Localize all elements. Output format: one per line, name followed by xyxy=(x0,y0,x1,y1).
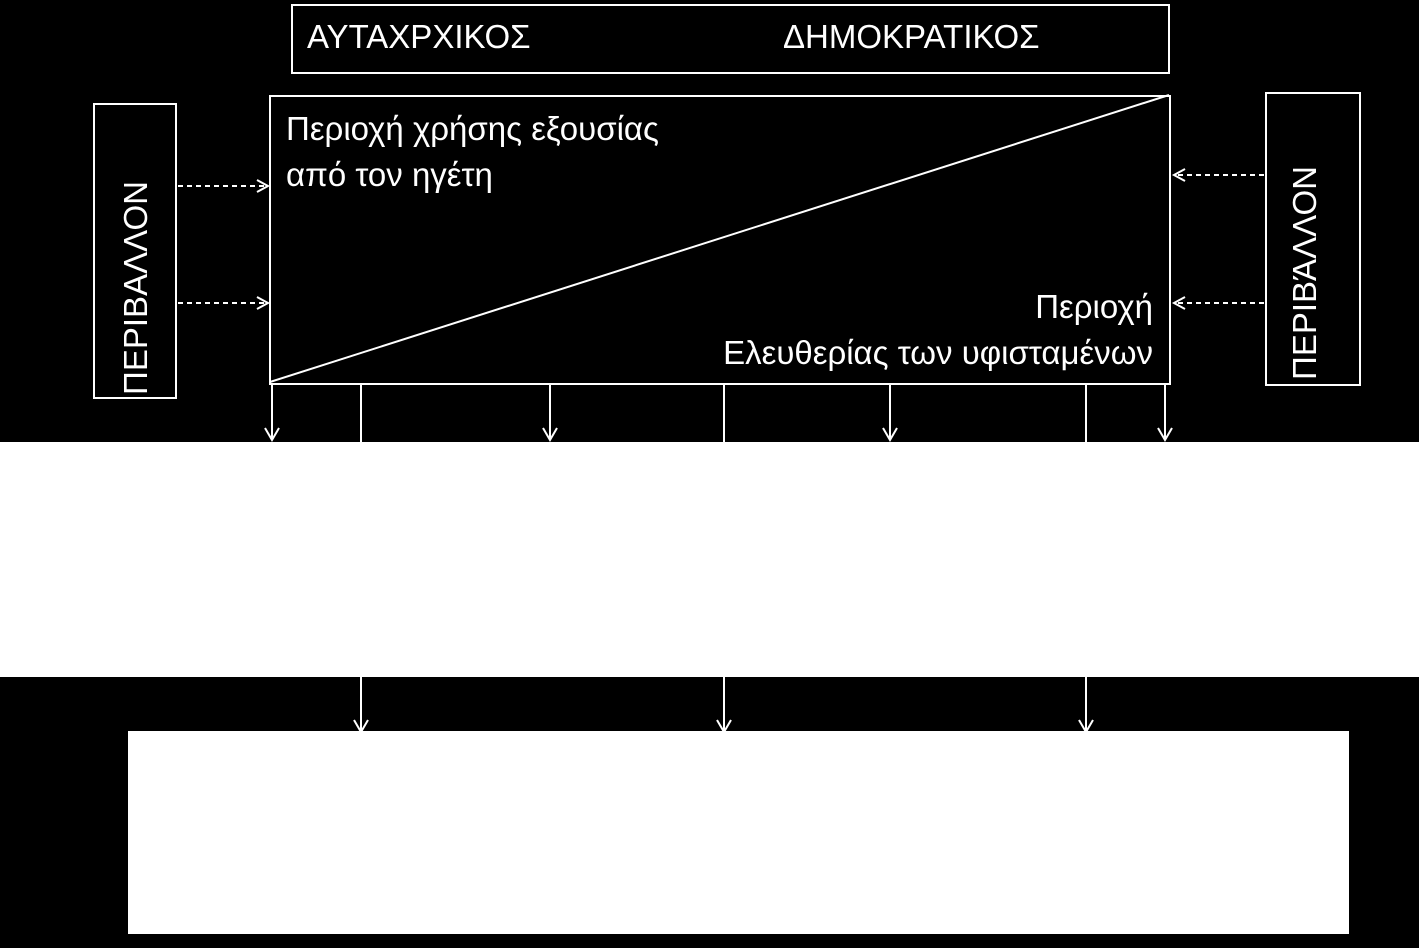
environment-label-right: ΠΕΡΙΒΆΛΛΟΝ xyxy=(1286,166,1323,380)
down-arrow-2 xyxy=(543,385,557,440)
bottom-arrow-1 xyxy=(354,677,368,732)
environment-label-left: ΠΕΡΙΒΑΛΛΟΝ xyxy=(117,181,154,395)
diagonal-divider xyxy=(270,95,1169,382)
env-arrow-right-top xyxy=(1174,169,1264,181)
bottom-arrow-3 xyxy=(1079,677,1093,732)
down-arrow-4 xyxy=(1158,385,1172,440)
env-arrow-left-bottom xyxy=(178,297,268,309)
env-arrow-right-bottom xyxy=(1174,297,1264,309)
leader-authority-line-2: από τον ηγέτη xyxy=(286,156,493,193)
leader-authority-line-1: Περιοχή χρήσης εξουσίας xyxy=(286,110,659,147)
democratic-label: ΔΗΜΟΚΡΑΤΙΚΟΣ xyxy=(783,18,1040,55)
subordinate-freedom-line-2: Ελευθερίας των υφισταμένων xyxy=(723,334,1153,371)
autocratic-label: ΑΥΤΑΧΡΧΙΚΟΣ xyxy=(307,18,531,55)
down-arrow-3 xyxy=(883,385,897,440)
bottom-arrow-2 xyxy=(717,677,731,732)
env-arrow-left-top xyxy=(178,180,268,192)
subordinate-freedom-line-1: Περιοχή xyxy=(1035,288,1153,325)
down-arrow-1 xyxy=(265,385,279,440)
